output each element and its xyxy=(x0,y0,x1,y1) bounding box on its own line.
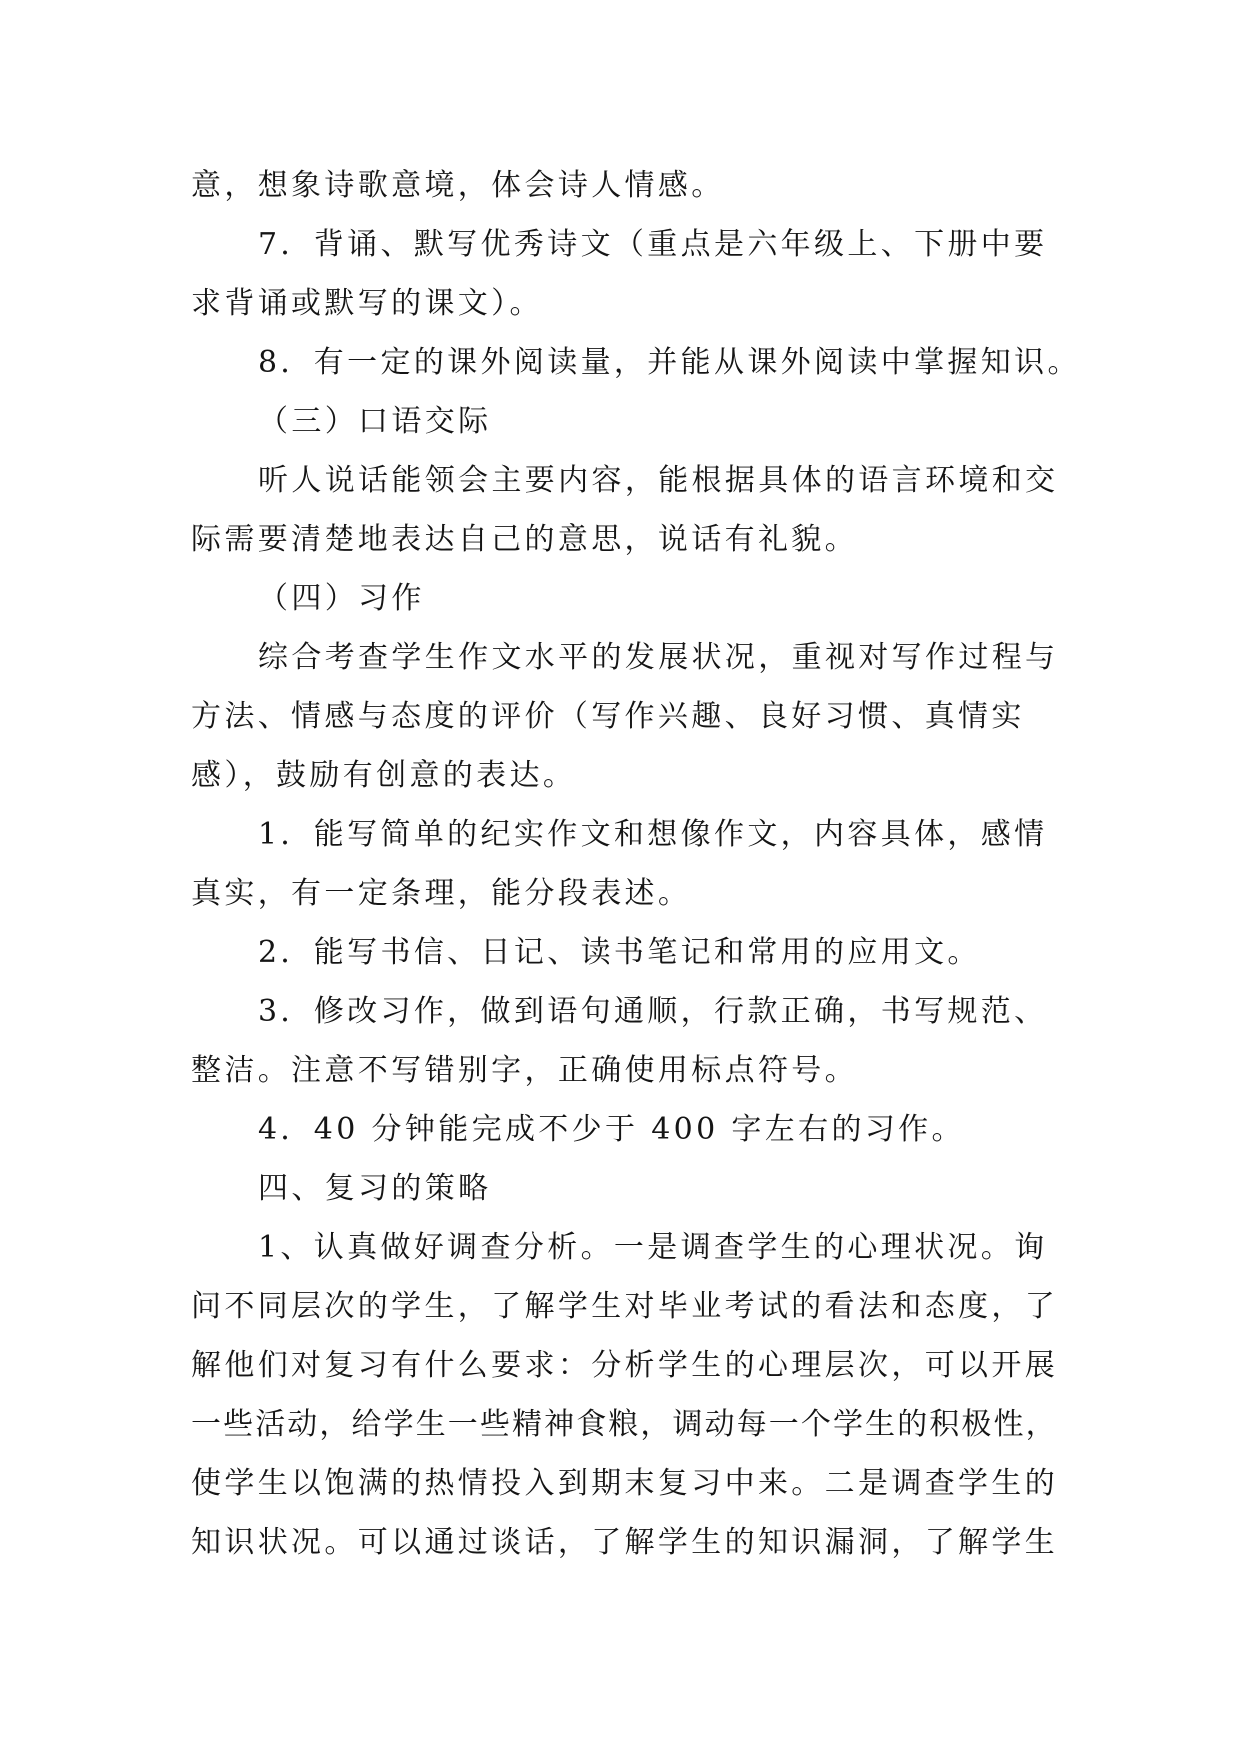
paragraph-line: 求背诵或默写的课文）。 xyxy=(191,286,543,321)
paragraph-line: 2．能写书信、日记、读书笔记和常用的应用文。 xyxy=(258,935,981,970)
paragraph-line: 真实，有一定条理，能分段表述。 xyxy=(191,876,692,911)
paragraph-line: 际需要清楚地表达自己的意思，说话有礼貌。 xyxy=(191,522,858,557)
paragraph-line: 感），鼓励有创意的表达。 xyxy=(191,758,577,793)
paragraph-line: 一些活动，给学生一些精神食粮，调动每一个学生的积极性， xyxy=(191,1407,1058,1442)
paragraph-line: 知识状况。可以通过谈话，了解学生的知识漏洞，了解学生 xyxy=(191,1525,1059,1560)
paragraph-line: 意，想象诗歌意境，体会诗人情感。 xyxy=(191,168,725,203)
paragraph-line: 8．有一定的课外阅读量，并能从课外阅读中掌握知识。 xyxy=(258,345,1081,380)
paragraph-line: 解他们对复习有什么要求：分析学生的心理层次，可以开展 xyxy=(191,1348,1059,1383)
paragraph-line: 听人说话能领会主要内容，能根据具体的语言环境和交 xyxy=(258,463,1059,498)
section-heading: （四）习作 xyxy=(258,581,425,616)
section-heading: 四、复习的策略 xyxy=(258,1171,492,1206)
paragraph-line: 方法、情感与态度的评价（写作兴趣、良好习惯、真情实 xyxy=(191,699,1025,734)
paragraph-line: 7．背诵、默写优秀诗文（重点是六年级上、下册中要 xyxy=(258,227,1048,262)
paragraph-line: 4．40 分钟能完成不少于 400 字左右的习作。 xyxy=(258,1112,965,1147)
paragraph-line: 问不同层次的学生，了解学生对毕业考试的看法和态度，了 xyxy=(191,1289,1059,1324)
paragraph-line: 整洁。注意不写错别字，正确使用标点符号。 xyxy=(191,1053,858,1088)
paragraph-line: 1．能写简单的纪实作文和想像作文，内容具体，感情 xyxy=(258,817,1048,852)
paragraph-line: 综合考查学生作文水平的发展状况，重视对写作过程与 xyxy=(258,640,1059,675)
paragraph-line: 使学生以饱满的热情投入到期末复习中来。二是调查学生的 xyxy=(191,1466,1059,1501)
paragraph-line: 3．修改习作，做到语句通顺，行款正确，书写规范、 xyxy=(258,994,1048,1029)
section-heading: （三）口语交际 xyxy=(258,404,492,439)
paragraph-line: 1、认真做好调查分析。一是调查学生的心理状况。询 xyxy=(258,1230,1048,1265)
